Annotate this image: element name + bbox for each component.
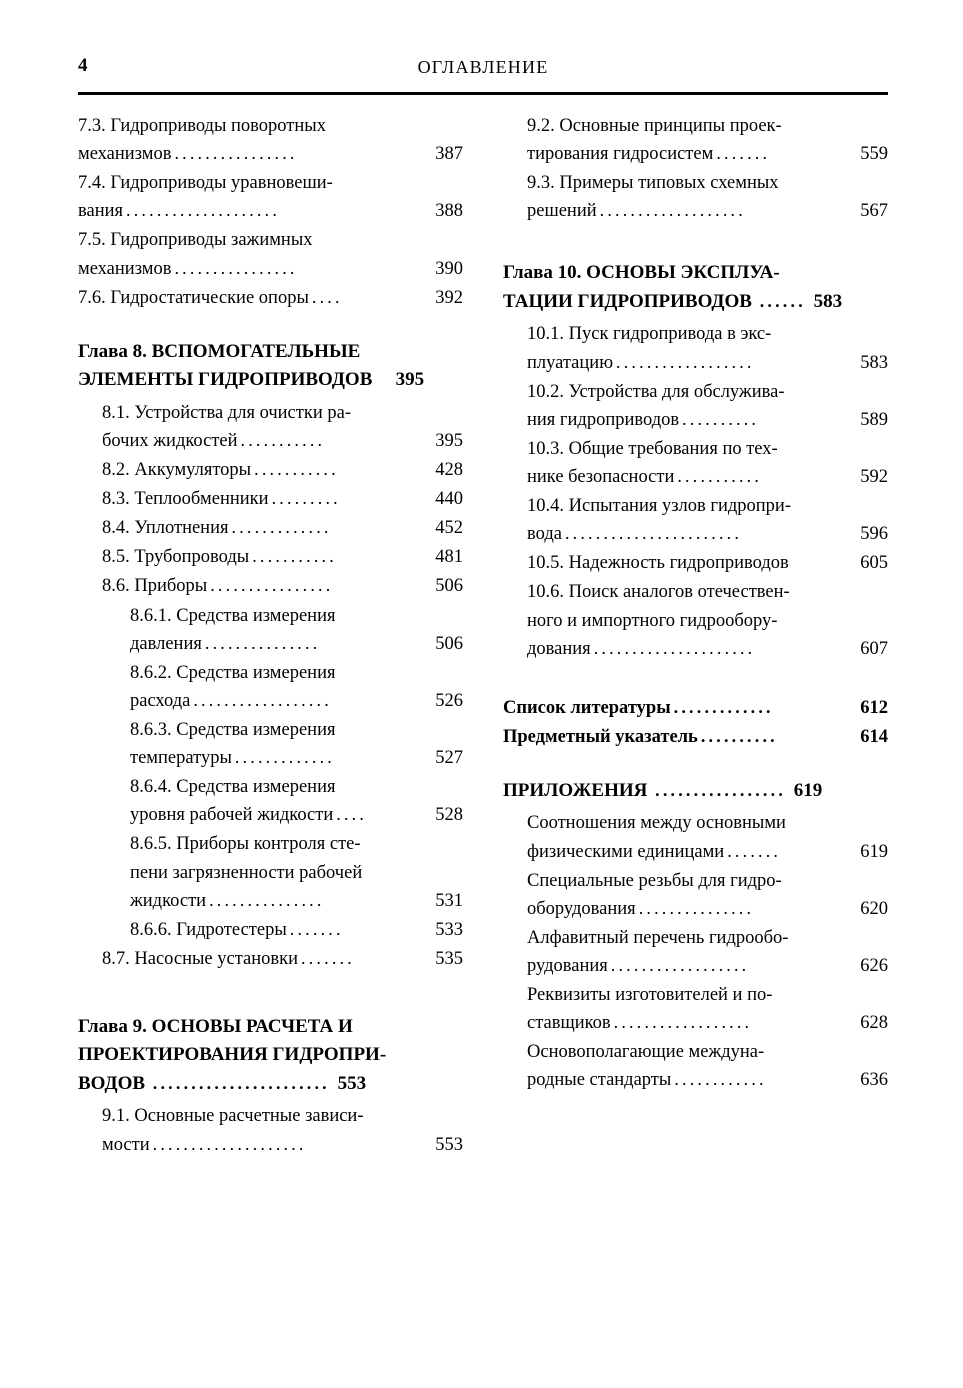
toc-entry-lastline: вания .................... 388 <box>78 197 463 225</box>
toc-entry-line: 10.3. Общие требования по тех- <box>527 438 778 459</box>
toc-entry[interactable] <box>78 284 463 312</box>
toc-entry-lastline: Список литературы ............. 612 <box>503 694 888 722</box>
toc-page-number: 452 <box>435 518 463 539</box>
dot-leader: ................ <box>210 575 334 596</box>
toc-chapter-heading[interactable] <box>78 1013 463 1099</box>
toc-entry[interactable] <box>130 773 463 829</box>
dot-leader: ....................... <box>564 523 743 544</box>
dot-leader: .......... <box>700 725 778 746</box>
toc-entry[interactable] <box>102 485 463 513</box>
toc-entry-line: 8.6.3. Средства измерения <box>130 719 336 740</box>
toc-entry-line: пени загрязненности рабочей <box>130 862 363 883</box>
toc-entry[interactable] <box>527 169 888 225</box>
toc-page-number: 535 <box>435 948 463 969</box>
toc-page-number: 392 <box>435 287 463 308</box>
dot-leader: ................. <box>655 779 787 800</box>
toc-entry-lastline: физическими единицами ....... 619 <box>527 838 888 866</box>
toc-entry-lastline: 8.2. Аккумуляторы ........... 428 <box>102 456 463 484</box>
toc-page-number: 589 <box>860 409 888 430</box>
toc-entry-lastline: нике безопасности ........... 592 <box>527 463 888 491</box>
dot-leader: ...... <box>759 290 806 311</box>
toc-page-number: 620 <box>860 898 888 919</box>
toc-page-number: 531 <box>435 890 463 911</box>
chapter-line-2: ТАЦИИ ГИДРОПРИВОДОВ ...... 583 <box>503 290 843 312</box>
toc-entry-lastline: 10.5. Надежность гидроприводов 605 <box>527 549 888 577</box>
dot-leader <box>380 369 388 389</box>
toc-chapter-heading[interactable] <box>78 338 463 395</box>
toc-page-number: 583 <box>813 290 843 312</box>
dot-leader: .................... <box>126 200 281 221</box>
chapter-line-3: ВОДОВ ....................... 553 <box>78 1072 367 1094</box>
toc-entry-line: Соотношения между основными <box>527 813 786 834</box>
toc-entry[interactable] <box>130 659 463 715</box>
toc-page-number: 506 <box>435 633 463 654</box>
dot-leader: ....... <box>301 947 355 968</box>
toc-entry-lastline: оборудования ............... 620 <box>527 895 888 923</box>
toc-entry-lastline: механизмов ................ 390 <box>78 255 463 283</box>
toc-entry-lastline: бочих жидкостей ........... 395 <box>102 427 463 455</box>
toc-entry-line: 8.6.1. Средства измерения <box>130 605 336 626</box>
toc-page-number: 567 <box>860 201 888 222</box>
dot-leader: ........... <box>252 546 337 567</box>
toc-entry[interactable] <box>102 456 463 484</box>
toc-page-number: 619 <box>793 779 823 801</box>
chapter-line-1: Глава 8. ВСПОМОГАТЕЛЬНЫЕ <box>78 340 361 362</box>
running-title: ОГЛАВЛЕНИЕ <box>417 57 549 77</box>
toc-entry-line: Алфавитный перечень гидрообо- <box>527 927 789 948</box>
toc-entry[interactable] <box>527 809 888 865</box>
dot-leader: ............ <box>674 1069 767 1090</box>
dot-leader: .................... <box>152 1133 307 1154</box>
dot-leader: .................. <box>610 955 750 976</box>
toc-page-number: 506 <box>435 576 463 597</box>
toc-entry-line: Основополагающие междуна- <box>527 1042 765 1063</box>
toc-page-number: 596 <box>860 524 888 545</box>
toc-entry-lastline: 8.4. Уплотнения ............. 452 <box>102 514 463 542</box>
toc-entry-line: 7.3. Гидроприводы поворотных <box>78 116 326 136</box>
toc-page-number: 428 <box>435 459 463 480</box>
toc-entry-lastline: расхода .................. 526 <box>130 687 463 715</box>
toc-entry-lastline: 8.5. Трубопроводы ........... 481 <box>102 543 463 571</box>
toc-entry[interactable] <box>527 981 888 1037</box>
toc-entry-line: 8.6.4. Средства измерения <box>130 777 336 798</box>
toc-page-number: 553 <box>435 1134 463 1155</box>
spacer <box>503 664 888 694</box>
toc-entry[interactable] <box>527 320 888 376</box>
toc-entry-line: 10.6. Поиск аналогов отечествен- <box>527 582 790 603</box>
toc-page-number: 527 <box>435 748 463 769</box>
toc-entry[interactable] <box>527 867 888 923</box>
toc-page-number: 440 <box>435 489 463 510</box>
toc-entry[interactable] <box>527 1038 888 1094</box>
toc-entry-lastline: тирования гидросистем ....... 559 <box>527 140 888 168</box>
dot-leader: .................. <box>613 1012 753 1033</box>
toc-entry-lastline: температуры ............. 527 <box>130 744 463 772</box>
page-header <box>78 55 888 89</box>
toc-entry[interactable] <box>130 602 463 658</box>
toc-page-number: 526 <box>435 690 463 711</box>
dot-leader: ................... <box>599 200 746 221</box>
toc-entry-lastline: ставщиков .................. 628 <box>527 1009 888 1037</box>
toc-page-number: 528 <box>435 805 463 826</box>
toc-entry[interactable] <box>527 549 888 577</box>
toc-entry[interactable] <box>527 578 888 662</box>
toc-page-number: 619 <box>860 841 888 862</box>
toc-entry-lastline: плуатацию .................. 583 <box>527 349 888 377</box>
dot-leader: ............. <box>234 747 335 768</box>
dot-leader: .................. <box>616 351 755 372</box>
toc-page-number: 395 <box>395 369 425 391</box>
header-rule <box>78 92 888 95</box>
dot-leader: ....... <box>716 143 771 164</box>
toc-entry-line: 8.1. Устройства для очистки ра- <box>102 402 351 423</box>
toc-chapter-heading[interactable] <box>503 259 888 316</box>
toc-entry[interactable] <box>130 716 463 772</box>
toc-entry-lastline: мости .................... 553 <box>102 1131 463 1159</box>
toc-entry-lastline: ния гидроприводов .......... 589 <box>527 406 888 434</box>
toc-entry-lastline: вода ....................... 596 <box>527 520 888 548</box>
toc-entry[interactable] <box>102 543 463 571</box>
toc-entry-lastline: 8.6. Приборы ................ 506 <box>102 572 463 600</box>
toc-page-number: 390 <box>435 258 463 279</box>
toc-entry-lastline: давления ............... 506 <box>130 630 463 658</box>
dot-leader: ..................... <box>593 637 756 658</box>
toc-entry-lastline: уровня рабочей жидкости .... 528 <box>130 801 463 829</box>
toc-entry-lastline: родные стандарты ............ 636 <box>527 1066 888 1094</box>
toc-entry-lastline: дования ..................... 607 <box>527 635 888 663</box>
toc-entry-lastline: решений ................... 567 <box>527 197 888 225</box>
toc-entry-line: ного и импортного гидрообору- <box>527 610 778 631</box>
toc-entry-line: 9.3. Примеры типовых схемных <box>527 173 779 194</box>
dot-leader: ............. <box>673 696 774 717</box>
toc-entry-line: 9.2. Основные принципы проек- <box>527 116 782 136</box>
toc-entry-lastline: жидкости ............... 531 <box>130 887 463 915</box>
toc-columns <box>78 112 888 1292</box>
chapter-line-2: ПРОЕКТИРОВАНИЯ ГИДРОПРИ- <box>78 1044 387 1066</box>
dot-leader: .... <box>336 804 368 825</box>
toc-entry[interactable] <box>527 435 888 491</box>
toc-entry-line: 10.2. Устройства для обслужива- <box>527 381 785 402</box>
toc-entry-lastline: рудования .................. 626 <box>527 952 888 980</box>
toc-page-number: 395 <box>435 430 463 451</box>
toc-entry-line: Реквизиты изготовителей и по- <box>527 985 773 1006</box>
toc-entry[interactable] <box>102 1102 463 1158</box>
toc-entry[interactable] <box>527 112 888 168</box>
toc-entry[interactable] <box>78 169 463 225</box>
toc-entry-lastline: Предметный указатель .......... 614 <box>503 723 888 751</box>
toc-entry[interactable] <box>102 572 463 600</box>
dot-leader: .................. <box>193 689 332 710</box>
dot-leader: ............. <box>231 517 332 538</box>
toc-page-number: 592 <box>860 466 888 487</box>
toc-entry[interactable] <box>130 830 463 914</box>
toc-entry-index[interactable] <box>503 723 888 751</box>
toc-entry[interactable] <box>78 226 463 282</box>
dot-leader: ............... <box>638 897 755 918</box>
dot-leader: .......... <box>682 408 760 429</box>
toc-page-number: 583 <box>860 352 888 373</box>
toc-appendix-heading[interactable] <box>503 777 888 806</box>
toc-entry[interactable] <box>102 945 463 973</box>
dot-leader: ................ <box>174 143 298 164</box>
toc-entry[interactable] <box>102 399 463 455</box>
page-number: 4 <box>78 55 88 76</box>
dot-leader: ......... <box>271 488 341 509</box>
toc-entry-lastline: 7.6. Гидростатические опоры .... 392 <box>78 284 463 312</box>
toc-page-number: 626 <box>860 956 888 977</box>
toc-page-number: 607 <box>860 638 888 659</box>
toc-entry-lastline: 8.3. Теплообменники ......... 440 <box>102 485 463 513</box>
toc-entry[interactable] <box>527 378 888 434</box>
toc-entry[interactable] <box>527 924 888 980</box>
toc-column-right <box>503 112 888 1096</box>
toc-page-number: 559 <box>860 144 888 165</box>
toc-entry-line: 10.4. Испытания узлов гидропри- <box>527 496 791 517</box>
toc-page-number: 553 <box>337 1072 367 1094</box>
toc-entry[interactable] <box>527 492 888 548</box>
toc-page-number: 605 <box>860 553 888 574</box>
toc-entry-bibliography[interactable] <box>503 694 888 722</box>
toc-page-number: 636 <box>860 1070 888 1091</box>
toc-entry-line: 7.5. Гидроприводы зажимных <box>78 230 313 251</box>
toc-page-number: 388 <box>435 201 463 222</box>
chapter-line-2: ЭЛЕМЕНТЫ ГИДРОПРИВОДОВ 395 <box>78 369 425 391</box>
dot-leader <box>792 549 858 576</box>
toc-entry[interactable] <box>78 112 463 168</box>
toc-entry[interactable] <box>102 514 463 542</box>
toc-page-number: 628 <box>860 1013 888 1034</box>
toc-entry-lastline: механизмов ................ 387 <box>78 140 463 168</box>
chapter-line-1: Глава 9. ОСНОВЫ РАСЧЕТА И <box>78 1015 353 1037</box>
dot-leader: ............... <box>209 889 325 910</box>
toc-page-number: 481 <box>435 547 463 568</box>
toc-entry-line: 10.1. Пуск гидропривода в экс- <box>527 324 772 345</box>
toc-entry-lastline: 8.7. Насосные установки ....... 535 <box>102 945 463 973</box>
dot-leader: ........... <box>240 429 326 450</box>
dot-leader: ............... <box>204 632 321 653</box>
toc-column-left <box>78 112 463 1160</box>
dot-leader: ....................... <box>152 1072 330 1093</box>
dot-leader: ....... <box>289 918 344 939</box>
toc-entry-line: Специальные резьбы для гидро- <box>527 870 782 891</box>
toc-entry-lastline: 8.6.6. Гидротестеры ....... 533 <box>130 916 463 944</box>
toc-page-number: 387 <box>435 144 463 165</box>
chapter-line-1: Глава 10. ОСНОВЫ ЭКСПЛУА- <box>503 262 780 284</box>
dot-leader: ....... <box>727 840 782 861</box>
dot-leader: ................ <box>174 257 298 278</box>
toc-entry-line: 8.6.2. Средства измерения <box>130 662 336 683</box>
toc-entry-line: 7.4. Гидроприводы уравновеши- <box>78 173 333 194</box>
toc-page-number: 614 <box>860 726 888 747</box>
appendix-title-line: ПРИЛОЖЕНИЯ ................. 619 <box>503 779 823 801</box>
toc-page-number: 612 <box>860 697 888 718</box>
dot-leader: .... <box>311 286 343 307</box>
toc-page-number: 533 <box>435 919 463 940</box>
dot-leader: ........... <box>254 458 339 479</box>
toc-entry-line: 8.6.5. Приборы контроля сте- <box>130 834 361 855</box>
toc-entry-line: 9.1. Основные расчетные зависи- <box>102 1106 364 1127</box>
dot-leader: ........... <box>677 465 763 486</box>
toc-entry[interactable] <box>130 916 463 944</box>
